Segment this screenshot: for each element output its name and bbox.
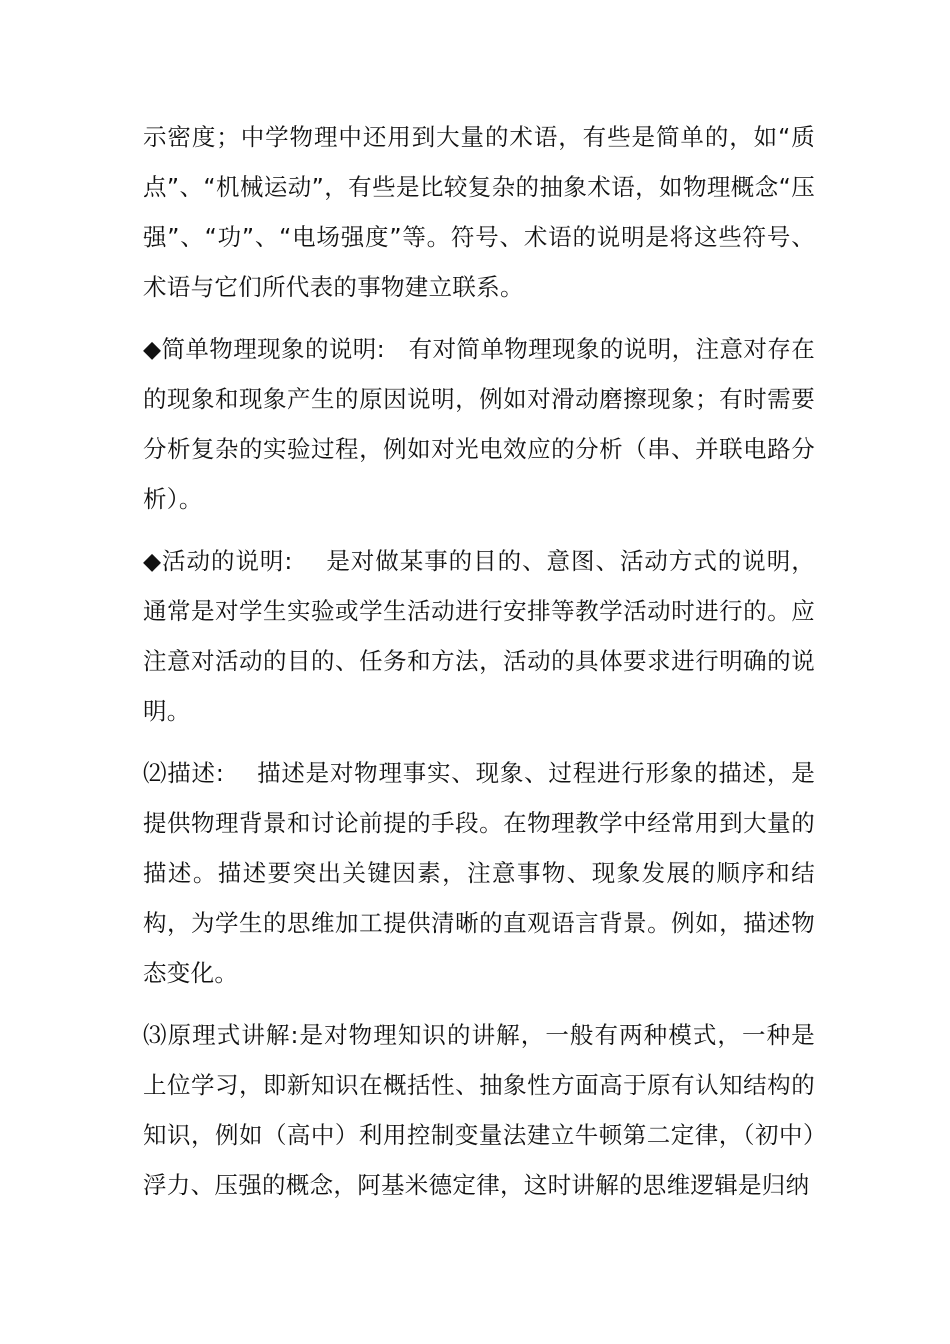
- paragraph-simple-phenomena: [143, 324, 815, 524]
- paragraph-text: 是对物理知识的讲解，一般有两种模式，一种是上位学习，即新知识在概括性、抽象性方面高于原有认知结构的知识，例如（高中）利用控制变量法建立牛顿第二定律，（初中）浮力、压强的概念，阿基米德定律，这时讲解的思维逻辑是归纳: [143, 1021, 815, 1199]
- paragraph-label: ◆简单物理现象的说明:: [143, 335, 409, 363]
- paragraph-symbols-terms: [143, 112, 815, 312]
- paragraph-text: 有对简单物理现象的说明，注意对存在的现象和现象产生的原因说明，例如对滑动磨擦现象；有时需要分析复杂的实验过程，例如对光电效应的分析（串、并联电路分析）。: [143, 335, 815, 513]
- paragraph-text: 示密度；中学物理中还用到大量的术语，有些是简单的，如“质点”、“机械运动”，有些是比较复杂的抽象术语，如物理概念“压强”、“功”、“电场强度”等。符号、术语的说明是将这些符号、术语与它们所代表的事物建立联系。: [143, 123, 815, 301]
- paragraph-principle-explanation: [143, 1010, 815, 1210]
- paragraph-text: 是对做某事的目的、意图、活动方式的说明，通常是对学生实验或学生活动进行安排等教学活动时进行的。应注意对活动的目的、任务和方法，活动的具体要求进行明确的说明。: [143, 547, 816, 725]
- paragraph-label: ⑶原理式讲解:: [143, 1021, 299, 1049]
- paragraph-text: 描述是对物理事实、现象、过程进行形象的描述，是提供物理背景和讨论前提的手段。在物理教学中经常用到大量的描述。描述要突出关键因素，注意事物、现象发展的顺序和结构，为学生的思维加工提供清晰的直观语言背景。例如，描述物态变化。: [143, 759, 815, 987]
- paragraph-description: [143, 748, 815, 998]
- document-body: [143, 112, 815, 1210]
- paragraph-label: ⑵描述:: [143, 759, 258, 787]
- paragraph-activity: [143, 536, 815, 736]
- paragraph-label: ◆活动的说明:: [143, 547, 327, 575]
